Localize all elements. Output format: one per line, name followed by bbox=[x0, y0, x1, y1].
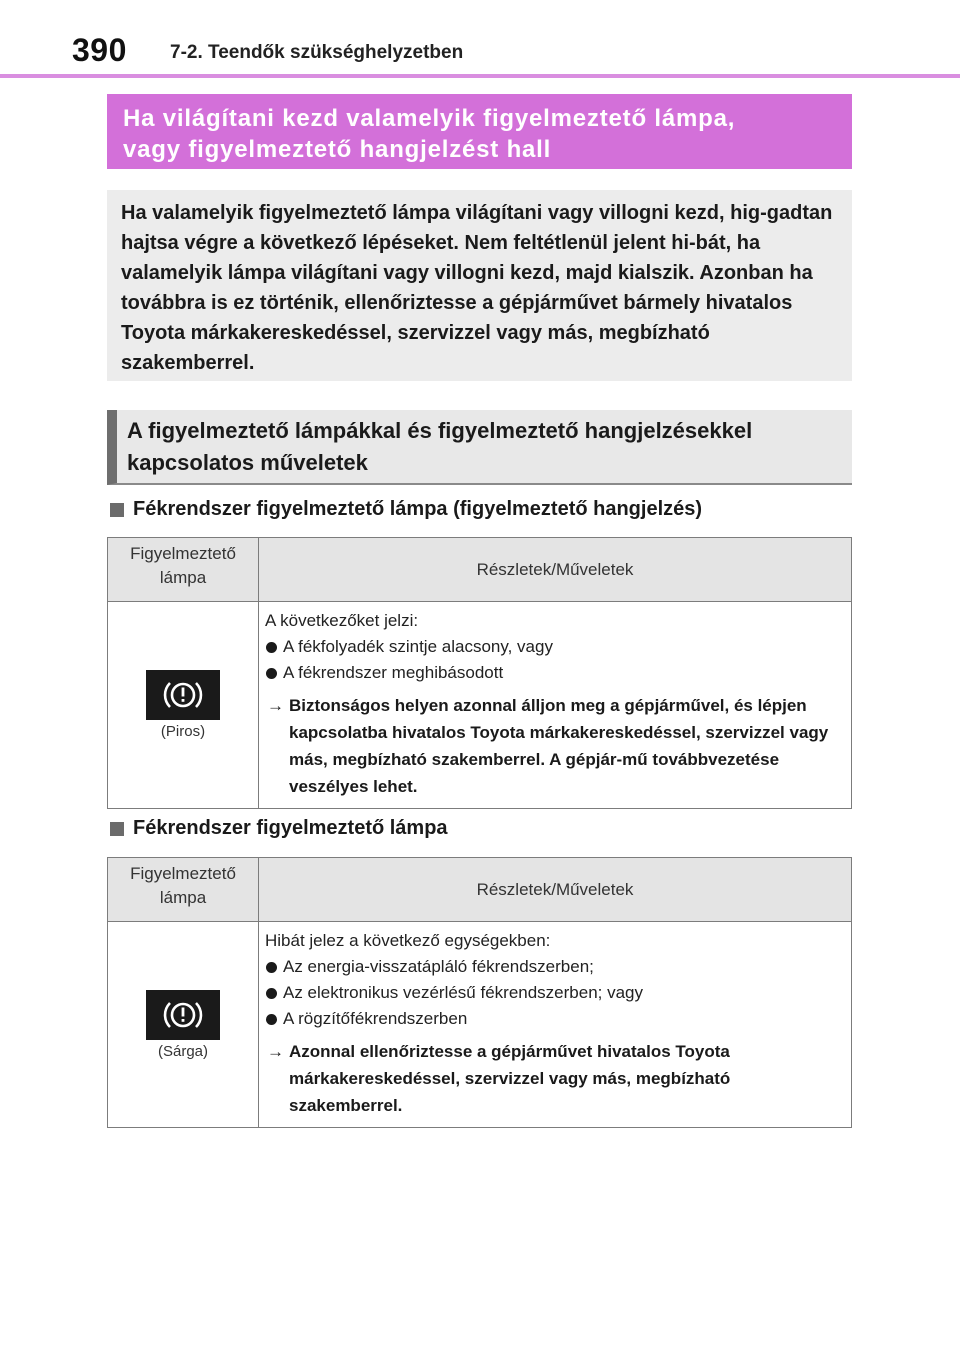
subsection-heading bbox=[107, 410, 852, 485]
item-heading-2 bbox=[110, 817, 448, 840]
warning-table-1 bbox=[107, 537, 852, 809]
action-instruction bbox=[265, 692, 845, 800]
banner-line-2: vagy figyelmeztető hangjelzést hall bbox=[123, 136, 552, 163]
bullet-item: Az energia-visszatápláló fékrendszerben; bbox=[265, 954, 845, 980]
lamp-color-caption: (Sárga) bbox=[157, 1042, 209, 1060]
lamp-color-caption: (Piros) bbox=[160, 723, 206, 740]
arrow-icon: → bbox=[267, 696, 284, 715]
table-header-row bbox=[108, 858, 852, 922]
bullet-item: A rögzítőfékrendszerben bbox=[265, 1006, 845, 1032]
item-heading-text: Fékrendszer figyelmeztető lámpa bbox=[133, 817, 448, 839]
bullet-item: A fékrendszer meghibásodott bbox=[265, 660, 845, 686]
col-header-details: Részletek/Műveletek bbox=[259, 858, 852, 922]
action-instruction bbox=[265, 1038, 845, 1119]
bullet-item: A fékfolyadék szintje alacsony, vagy bbox=[265, 634, 845, 660]
warning-table-2 bbox=[107, 857, 852, 1128]
square-bullet-icon bbox=[110, 822, 124, 836]
action-text: Azonnal ellenőriztesse a gépjárművet hivatalos Toyota márkakereskedéssel, szervizzel vagy más, megbízható szakemberrel. bbox=[289, 1042, 731, 1115]
section-title: 7-2. Teendők szükséghelyzetben bbox=[170, 42, 464, 63]
col-header-details: Részletek/Műveletek bbox=[259, 538, 852, 602]
details-intro: Hibát jelez a következő egységekben: bbox=[265, 931, 551, 950]
main-banner bbox=[107, 94, 852, 169]
square-bullet-icon bbox=[110, 503, 124, 517]
page-number: 390 bbox=[72, 32, 127, 68]
item-heading-text: Fékrendszer figyelmeztető lámpa (figyelmeztető hangjelzés) bbox=[133, 498, 703, 520]
col-header-lamp: Figyelmeztető lámpa bbox=[108, 538, 259, 602]
bullet-item: Az elektronikus vezérlésű fékrendszerben; vagy bbox=[265, 980, 845, 1006]
action-text: Biztonságos helyen azonnal álljon meg a gépjárművel, és lépjen kapcsolatba hivatalos Toyota márkakereskedéssel, szervizzel vagy más, megbízható szakemberrel. A gépjár-mű továbbvezetése veszélyes lehet. bbox=[289, 696, 829, 796]
item-heading-1 bbox=[110, 498, 702, 521]
details-cell bbox=[259, 922, 852, 1128]
arrow-icon: → bbox=[267, 1042, 284, 1061]
banner-line-1: Ha világítani kezd valamelyik figyelmeztető lámpa, bbox=[123, 105, 736, 132]
lamp-cell bbox=[108, 922, 259, 1128]
notice-box bbox=[107, 190, 852, 381]
col-header-lamp: Figyelmeztető lámpa bbox=[108, 858, 259, 922]
details-cell bbox=[259, 602, 852, 809]
brake-warning-icon bbox=[146, 990, 220, 1040]
details-intro: A következőket jelzi: bbox=[265, 611, 419, 630]
notice-text: Ha valamelyik figyelmeztető lámpa világítani vagy villogni kezd, hig-gadtan hajtsa végre a következő lépéseket. Nem feltétlenül jelent hi-bát, ha valamelyik lámpa világítani vagy villogni kezd, majd kialszik. Azonban ha továbbra is ez történik, ellenőriztesse a gépjárművet bármely hivatalos Toyota márkakereskedéssel, szervizzel vagy más, megbízható szakemberrel. bbox=[121, 202, 833, 374]
subhead-line-2: kapcsolatos műveletek bbox=[127, 450, 368, 475]
table-row bbox=[108, 922, 852, 1128]
brake-warning-icon bbox=[146, 670, 220, 720]
subhead-line-1: A figyelmeztető lámpákkal és figyelmeztető hangjelzésekkel bbox=[127, 418, 753, 443]
table-row bbox=[108, 602, 852, 809]
lamp-cell bbox=[108, 602, 259, 809]
page-header bbox=[0, 0, 960, 80]
table-header-row bbox=[108, 538, 852, 602]
header-rule bbox=[0, 74, 960, 78]
